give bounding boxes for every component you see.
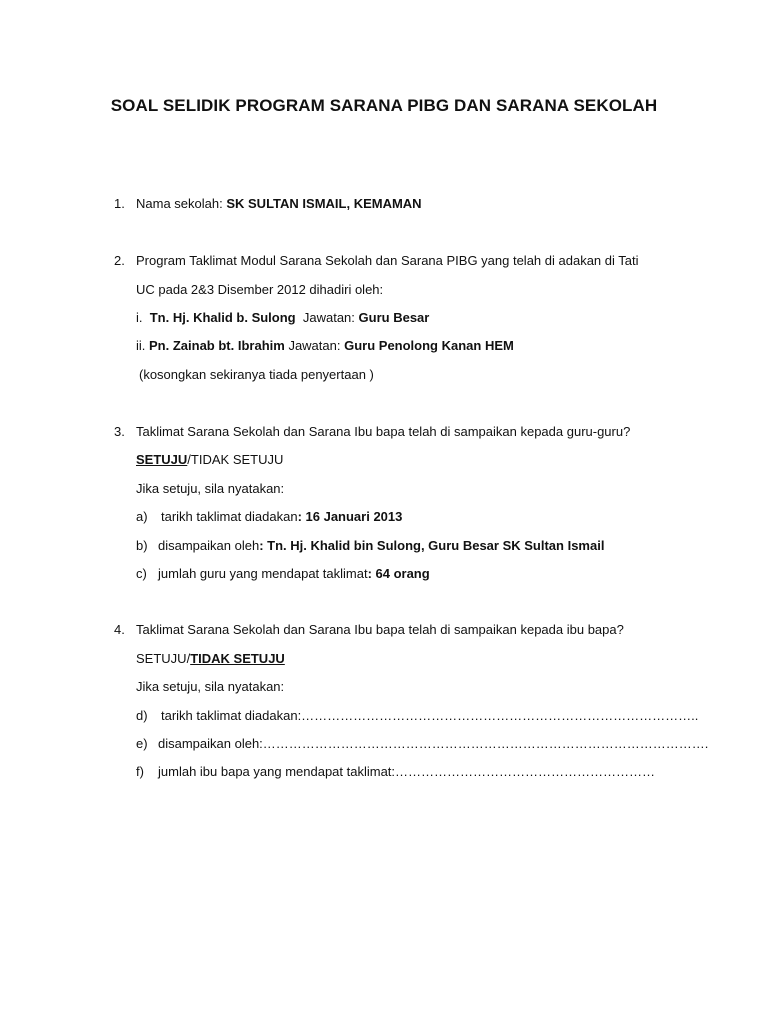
q1-school-name: SK SULTAN ISMAIL, KEMAMAN [226,196,422,211]
q1-line [136,196,422,211]
q2-attendee-2-role: Guru Penolong Kanan HEM [344,338,514,353]
q4-d-letter: d) [136,708,148,723]
q3-option-setuju-selected: SETUJU [136,452,188,467]
q2-attendee-1-prefix: i. [136,310,143,325]
q3-c-line [158,566,430,581]
q2-attendee-1-role: Guru Besar [358,310,430,325]
q4-f-line: jumlah ibu bapa yang mendapat taklimat:…………………………………………………… [158,764,656,779]
q2-attendee-1-jawatan-label: Jawatan: [302,310,355,325]
q2-line1: Program Taklimat Modul Sarana Sekolah dan Sarana PIBG yang telah di adakan di Tati [136,253,639,268]
q4-option-setuju: SETUJU [136,651,187,666]
q2-note: (kosongkan sekiranya tiada penyertaan ) [139,367,374,382]
q3-number: 3. [114,424,125,439]
q3-a-line [161,509,402,524]
q4-e-letter: e) [136,736,148,751]
q4-d-line: tarikh taklimat diadakan:……………………………………………………………………………….. [161,708,699,723]
q4-options [136,651,285,666]
q2-attendee-2-prefix: ii. [136,338,146,353]
q3-a-letter: a) [136,509,148,524]
q4-option-tidak-setuju-selected: TIDAK SETUJU [190,651,285,666]
q3-option-slash: / [187,452,191,467]
q3-b-label: disampaikan oleh [158,538,260,553]
q3-c-label: jumlah guru yang mendapat taklimat [158,566,368,581]
q2-attendee-2-name: Pn. Zainab bt. Ibrahim [149,338,285,353]
q2-attendee-1-name: Tn. Hj. Khalid b. Sulong [149,310,296,325]
document-title: SOAL SELIDIK PROGRAM SARANA PIBG DAN SARANA SEKOLAH [110,96,658,115]
q1-number: 1. [114,196,125,211]
q2-number: 2. [114,253,125,268]
q3-c-value: : 64 orang [367,566,430,581]
q1-colon: : [219,196,227,211]
q2-attendee-2-jawatan-label: Jawatan: [288,338,341,353]
q4-question: Taklimat Sarana Sekolah dan Sarana Ibu bapa telah di sampaikan kepada ibu bapa? [136,622,624,637]
q4-instruction: Jika setuju, sila nyatakan: [136,679,285,694]
q2-attendee-1 [136,310,429,325]
q3-options [136,452,283,467]
q3-instruction: Jika setuju, sila nyatakan: [136,481,285,496]
q4-f-letter: f) [136,764,144,779]
q3-a-value: : 16 Januari 2013 [297,509,403,524]
q4-option-slash: / [186,651,191,666]
q3-option-tidak-setuju: TIDAK SETUJU [190,452,284,467]
q3-c-letter: c) [136,566,147,581]
q3-a-label: tarikh taklimat diadakan [161,509,298,524]
q1-label: Nama sekolah [136,196,220,211]
q3-question: Taklimat Sarana Sekolah dan Sarana Ibu bapa telah di sampaikan kepada guru-guru? [136,424,631,439]
q3-b-value: : Tn. Hj. Khalid bin Sulong, Guru Besar SK Sultan Ismail [259,538,605,553]
q4-e-line: disampaikan oleh:…………………………………………………………………………………………. [158,736,709,751]
q2-attendee-2 [136,338,514,353]
q3-b-letter: b) [136,538,148,553]
q3-b-line [158,538,604,553]
q2-line2: UC pada 2&3 Disember 2012 dihadiri oleh: [136,282,384,297]
q4-number: 4. [114,622,125,637]
